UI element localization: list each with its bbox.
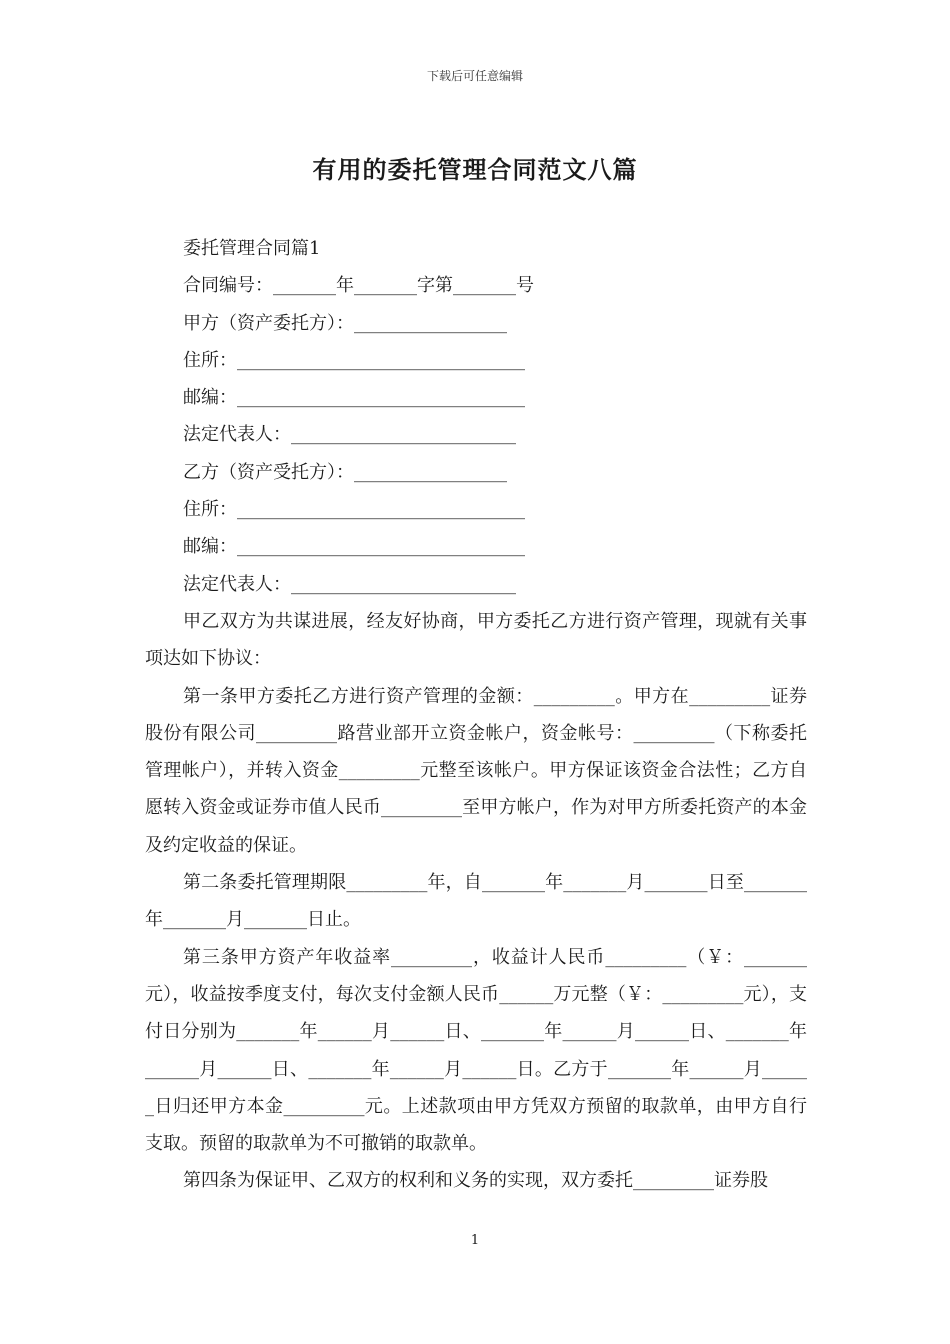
document-title: 有用的委托管理合同范文八篇 — [312, 155, 638, 184]
field-party-a-postcode: 邮编：________________________________ — [183, 387, 525, 409]
field-party-b: 乙方（资产受托方）：_________________ — [183, 461, 507, 483]
paragraphs — [145, 603, 807, 1200]
page-header: 下载后可任意编辑 — [426, 69, 523, 83]
field-contract-number: 合同编号：_______年_______字第_______号 — [183, 275, 534, 297]
field-party-b-postcode: 邮编：________________________________ — [183, 536, 525, 558]
field-party-b-representative: 法定代表人：_________________________ — [183, 573, 516, 595]
paragraph-article-4: 第四条为保证甲、乙双方的权利和义务的实现，双方委托_________证券股 — [183, 1170, 768, 1192]
field-party-a-address: 住所：________________________________ — [183, 349, 525, 371]
document-body — [145, 230, 807, 1200]
field-party-b-address: 住所：________________________________ — [183, 499, 525, 521]
page-number: 1 — [470, 1233, 480, 1248]
field-party-a: 甲方（资产委托方）：_________________ — [183, 312, 507, 334]
field-party-a-representative: 法定代表人：_________________________ — [183, 424, 516, 446]
paragraph-article-1: 第一条甲方委托乙方进行资产管理的金额：_________。甲方在_________证券股份有限公司_________路营业部开立资金帐户，资金帐号：_________（下称委托管理帐户），并转入资金_________元整至该帐户。甲方保证该资金合法性；乙方自愿转入资金或证券市值人民币_________至甲方帐户，作为对甲方所委托资产的本金及约定收益的保证。 — [145, 685, 807, 856]
paragraph-intro: 甲乙双方为共谋进展，经友好协商，甲方委托乙方进行资产管理，现就有关事项达如下协议： — [145, 610, 807, 670]
paragraph-article-3: 第三条甲方资产年收益率_________，收益计人民币_________（￥：_______元），收益按季度支付，每次支付金额人民币______万元整（￥：_________元），支付日分别为_______年______月______日、_______年______月______日、_______年______月______日、_______年______月______日。乙方于_______年______月______日归还甲方本金_________元。上述款项由甲方凭双方预留的取款单，由甲方自行支取。预留的取款单为不可撤销的取款单。 — [145, 946, 807, 1155]
contract-heading: 委托管理合同篇1 — [183, 238, 321, 259]
paragraph-article-2: 第二条委托管理期限_________年，自_______年_______月_______日至_______年_______月_______日止。 — [145, 872, 807, 931]
